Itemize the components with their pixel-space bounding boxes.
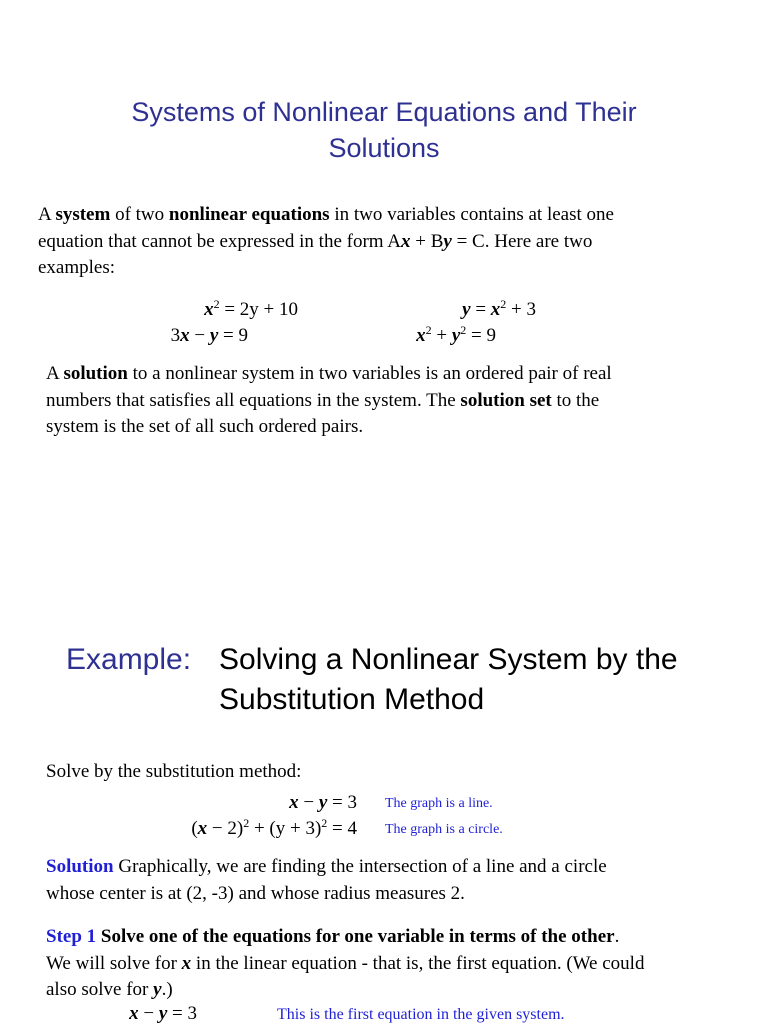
term-system: system: [55, 204, 111, 225]
text: whose center is at (2, -3) and whose radius measures 2.: [46, 882, 465, 904]
term-solution: solution: [63, 363, 128, 384]
var-y: y: [443, 230, 452, 252]
var-y: y: [158, 1003, 168, 1024]
eq1-note: The graph is a line.: [385, 796, 493, 811]
var-y: y: [318, 792, 328, 813]
system-eq2: [120, 816, 357, 842]
text: We will solve for: [46, 952, 182, 974]
text: A: [38, 204, 56, 225]
exponent: 2: [213, 297, 220, 311]
var-y: y: [153, 979, 162, 1000]
var-x: x: [401, 230, 411, 252]
intro-text: Solve by the substitution method:: [46, 761, 302, 782]
slide2-title-line2: Substitution Method: [219, 683, 485, 716]
text: +: [431, 325, 452, 346]
text: = 2y + 10: [219, 299, 298, 320]
text: system is the set of all such ordered pairs.: [46, 416, 364, 437]
slide1-title: [0, 94, 768, 166]
text: −: [138, 1003, 159, 1024]
var-x: x: [490, 299, 501, 320]
text: examples:: [38, 257, 116, 278]
text: = 9: [218, 325, 248, 346]
eq3-note: This is the first equation in the given system.: [277, 1006, 565, 1023]
step1-eq: [100, 1001, 197, 1027]
var-x: x: [289, 792, 299, 813]
text: A: [46, 363, 64, 384]
text: .): [161, 979, 173, 1000]
example2-eq2: [380, 323, 496, 349]
text: −: [298, 792, 319, 813]
var-y: y: [451, 325, 461, 346]
text: equation that cannot be expressed in the form A: [38, 230, 402, 252]
example1-eq2: [100, 323, 248, 349]
text: = 4: [327, 818, 357, 839]
text: numbers that satisfies all equations in the system. The: [46, 389, 461, 411]
text: in the linear equation - that is, the first equation. (We could: [191, 952, 645, 974]
text: = 3: [327, 792, 357, 813]
step1-paragraph: [46, 924, 756, 1004]
term-nonlinear-equations: nonlinear equations: [168, 204, 330, 225]
var-y: y: [462, 299, 471, 320]
text: Graphically, we are finding the intersection of a line and a circle: [113, 856, 607, 877]
term-solution-set: solution set: [460, 389, 552, 411]
eq2-note: The graph is a circle.: [385, 822, 503, 837]
var-x: x: [204, 299, 214, 320]
text: = 9: [466, 325, 496, 346]
slide1-title-line2: Solutions: [328, 133, 440, 163]
text: −: [189, 325, 210, 346]
text: .: [614, 926, 620, 947]
text: 3: [170, 325, 181, 346]
exponent: 2: [321, 816, 328, 830]
system-definition-paragraph: [38, 202, 738, 282]
text: + 3: [506, 299, 536, 320]
text: + B: [410, 230, 444, 252]
example1-eq1: [100, 297, 298, 323]
var-x: x: [197, 818, 208, 839]
step1-heading: Solve one of the equations for one variable in terms of the other: [96, 926, 615, 947]
solution-definition-paragraph: [46, 361, 746, 441]
exponent: 2: [500, 297, 507, 311]
text: in two variables contains at least one: [329, 204, 614, 225]
slide1-title-line1: Systems of Nonlinear Equations and Their: [131, 97, 637, 127]
exponent: 2: [243, 816, 250, 830]
step1-label: Step 1: [46, 926, 97, 947]
system-eq1: [150, 790, 357, 816]
var-y: y: [209, 325, 219, 346]
exponent: 2: [460, 323, 467, 337]
text: + (y + 3): [249, 818, 322, 839]
text: also solve for: [46, 979, 154, 1000]
text: to the: [551, 389, 600, 411]
text: − 2): [207, 818, 244, 839]
example2-eq1: [380, 297, 536, 323]
var-x: x: [180, 325, 190, 346]
slide2-title-line1: Solving a Nonlinear System by the: [219, 643, 678, 676]
text: = 3: [167, 1003, 197, 1024]
example-label: Example:: [66, 643, 192, 676]
solution-paragraph: [46, 854, 746, 907]
text: of two: [110, 204, 169, 225]
solution-label: Solution: [46, 856, 114, 877]
text: =: [470, 299, 491, 320]
text: (: [191, 818, 198, 839]
var-x: x: [129, 1003, 139, 1024]
slide2-title: [219, 640, 759, 720]
var-x: x: [181, 952, 192, 974]
var-x: x: [416, 325, 426, 346]
text: = C. Here are two: [451, 230, 593, 252]
exponent: 2: [425, 323, 432, 337]
text: to a nonlinear system in two variables is an ordered pair of real: [127, 363, 612, 384]
